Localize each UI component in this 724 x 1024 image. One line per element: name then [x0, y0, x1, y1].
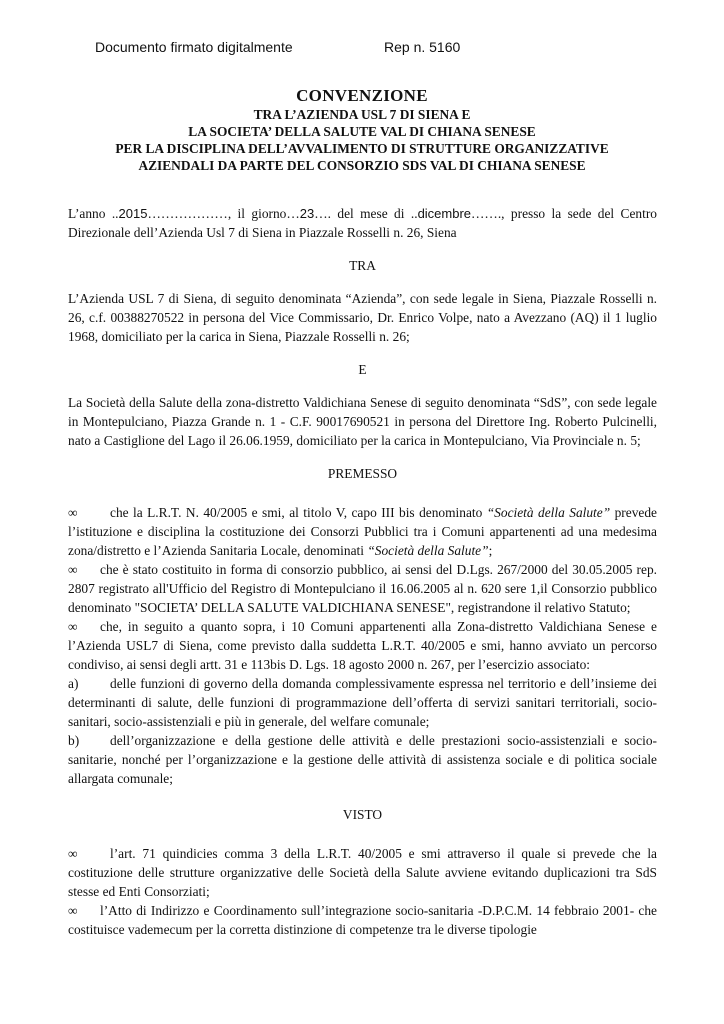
document-body — [68, 204, 657, 939]
section-visto: VISTO — [342, 807, 383, 822]
premesso-item-a — [68, 674, 657, 731]
visto-item-2 — [68, 901, 657, 939]
section-tra: TRA — [349, 258, 376, 273]
intro-text-2: ………………, il giorno… — [147, 206, 300, 221]
infinity-bullet-icon: ∞ — [68, 903, 78, 918]
party-azienda: L’Azienda USL 7 di Siena, di seguito denominata “Azienda”, con sede legale in Siena, Piazzale Rosselli n. 26, c.f. 00388270522 in persona del Vice Commissario, Dr. Enrico Volpe, nato a Avezzano (AQ) il 1 luglio 1968, domiciliato per la carica in Siena, Piazzale Rosselli n. 26; — [68, 291, 657, 344]
title-line-1: TRA L’AZIENDA USL 7 DI SIENA E — [253, 107, 471, 122]
premesso-item-2 — [68, 560, 657, 617]
item-1-text-c: prevede l’istituzione e disciplina la costituzione dei Consorzi Pubblici tra i Comuni appartenenti ad una medesima zona/distretto e l’Azienda Sanitaria Locale, denominati — [68, 505, 657, 558]
party-sds: La Società della Salute della zona-distretto Valdichiana Senese di seguito denominata “SdS”, con sede legale in Montepulciano, Piazza Grande n. 1 - C.F. 90017690521 in persona del Direttore Ing. Roberto Pulcinelli, nato a Castiglione del Lago il 26.06.1959, domiciliato per la carica in Montepulciano, Via Provinciale n. 5; — [68, 395, 657, 448]
intro-paragraph — [68, 204, 657, 242]
document-title: CONVENZIONE — [296, 86, 428, 105]
item-3-text: che, in seguito a quanto sopra, i 10 Comuni appartenenti alla Zona-distretto Valdichiana Senese e l’Azienda USL7 di Siena, come previsto dalla suddetta L.R.T. 40/2005 e smi, hanno avviato un percorso condiviso, ai sensi degli artt. 31 e 113bis D. Lgs. 18 agosto 2000 n. 267, per l’esercizio associato: — [68, 619, 657, 672]
item-b-text: dell’organizzazione e della gestione delle attività e delle prestazioni socio-assistenziali e socio-sanitarie, nonché per l’organizzazione e la gestione delle attività di assistenza sociale e di politica sociale allargata comunale; — [68, 733, 657, 786]
filled-year: 2015 — [118, 206, 148, 221]
intro-text-4: ……., presso la sede del Centro Direzionale dell’Azienda Usl 7 di Siena in Piazzale Rosselli n. 26, Siena — [68, 206, 657, 240]
signed-digitally-note: Documento firmato digitalmente — [95, 39, 293, 55]
premesso-item-b — [68, 731, 657, 788]
item-1-text-a: che la L.R.T. N. 40/2005 e smi, al titolo V, capo III bis denominato — [110, 505, 487, 520]
infinity-bullet-icon: ∞ — [68, 505, 78, 520]
intro-text-1: L’anno .. — [68, 206, 119, 221]
infinity-bullet-icon: ∞ — [68, 619, 78, 634]
title-line-3: PER LA DISCIPLINA DELL’AVVALIMENTO DI STRUTTURE ORGANIZZATIVE — [115, 141, 609, 156]
premesso-item-1 — [68, 503, 657, 560]
title-line-4: AZIENDALI DA PARTE DEL CONSORZIO SDS VAL DI CHIANA SENESE — [138, 158, 586, 173]
infinity-bullet-icon: ∞ — [68, 562, 78, 577]
document-title-block — [0, 86, 724, 174]
section-e: E — [358, 362, 367, 377]
filled-day: 23 — [299, 206, 315, 221]
section-premesso: PREMESSO — [327, 466, 398, 481]
item-a-label: a) — [68, 676, 79, 691]
visto-item-1 — [68, 844, 657, 901]
item-1-text-d: “Società della Salute” — [367, 543, 489, 558]
visto-2-text: l’Atto di Indirizzo e Coordinamento sull’integrazione socio-sanitaria -D.P.C.M. 14 febbraio 2001- che costituisce vademecum per la corretta distinzione di competenze tra le diverse tipologie — [68, 903, 657, 937]
item-b-label: b) — [68, 733, 80, 748]
premesso-item-3 — [68, 617, 657, 674]
item-1-text-b: “Società della Salute” — [486, 505, 611, 520]
item-2-text: che è stato costituito in forma di consorzio pubblico, ai sensi del D.Lgs. 267/2000 del 30.05.2005 rep. 2807 registrato all'Ufficio del Registro di Montepulciano il 16.06.2005 al n. 620 sere 1,il Consorzio pubblico denominato "SOCIETA’ DELLA SALUTE VALDICHIANA SENESE", registrandone il relativo Statuto; — [68, 562, 657, 615]
filled-month: dicembre — [417, 206, 472, 221]
infinity-bullet-icon: ∞ — [68, 846, 78, 861]
visto-1-text: l’art. 71 quindicies comma 3 della L.R.T. 40/2005 e smi attraverso il quale si prevede che la costituzione delle strutture organizzative delle Società della Salute avviene evitando duplicazioni tra SdS stesse ed Enti Consorziati; — [68, 846, 657, 899]
item-1-text-e: ; — [488, 543, 493, 558]
item-a-text: delle funzioni di governo della domanda complessivamente espressa nel territorio e dell’insieme dei determinanti di salute, delle funzioni di programmazione dell’offerta di servizi sanitari territoriali, socio-sanitari, socio-assistenziali e più in generale, del welfare comunale; — [68, 676, 657, 729]
title-line-2: LA SOCIETA’ DELLA SALUTE VAL DI CHIANA SENESE — [188, 124, 536, 139]
intro-text-3: …. del mese di .. — [314, 206, 418, 221]
repertory-number: Rep n. 5160 — [384, 39, 461, 55]
signature-stamp — [95, 39, 461, 55]
